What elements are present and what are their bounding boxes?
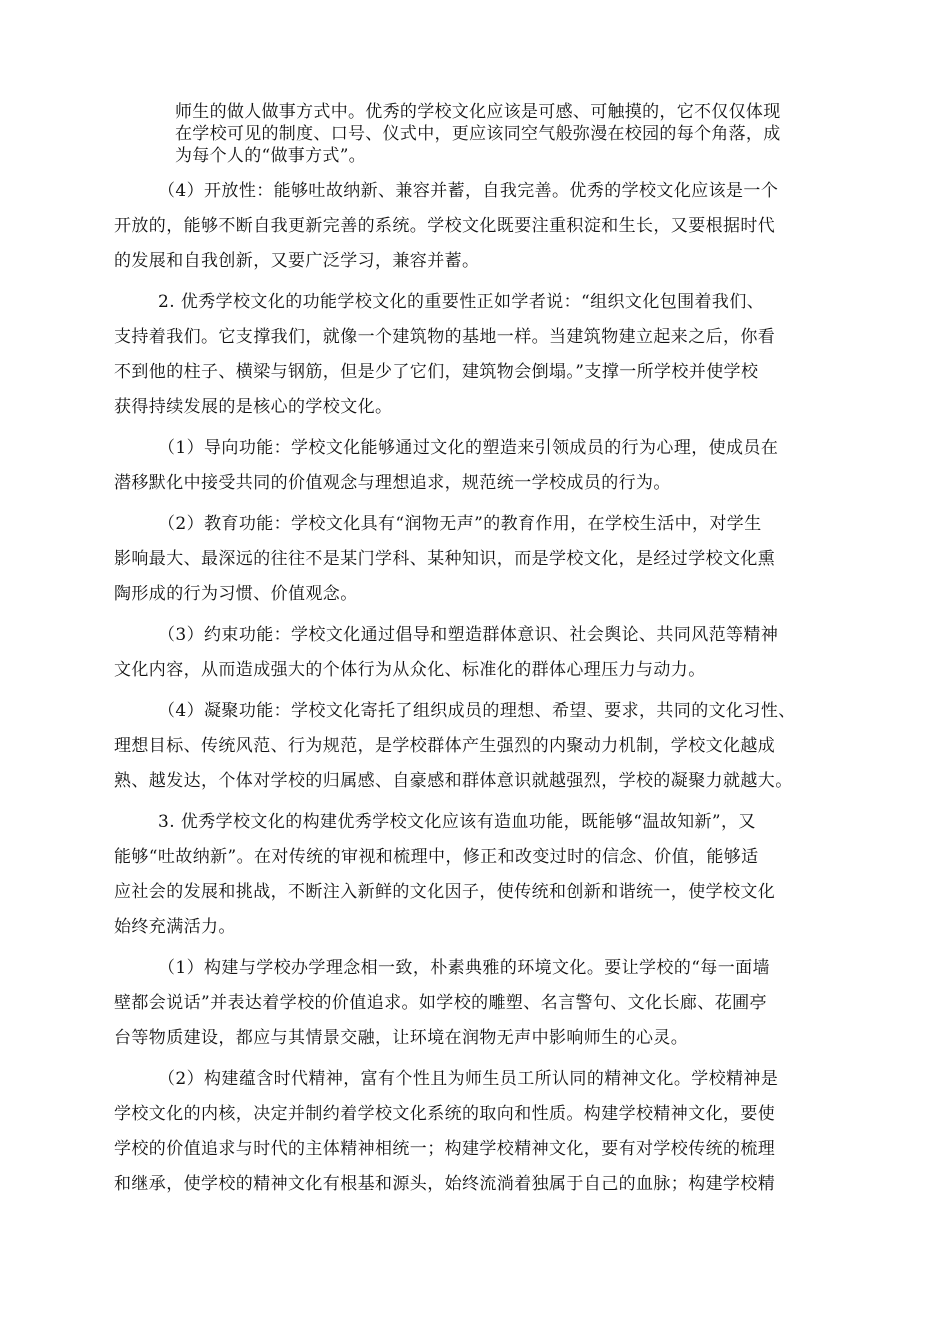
- paragraph-section-3: [114, 805, 844, 945]
- paragraph-section-2: [114, 285, 844, 425]
- text-line: 学校的价值追求与时代的主体精神相统一；构建学校精神文化，要有对学校传统的梳理: [114, 1139, 776, 1159]
- text-line: 应社会的发展和挑战，不断注入新鲜的文化因子，使传统和创新和谐统一，使学校文化: [114, 882, 776, 902]
- text-line: 文化内容，从而造成强大的个体行为从众化、标准化的群体心理压力与动力。: [114, 660, 706, 680]
- paragraph-spirit-culture: [114, 1062, 844, 1202]
- paragraph-education-function: [114, 507, 844, 612]
- text-line: （4）开放性：能够吐故纳新、兼容并蓄，自我完善。优秀的学校文化应该是一个: [158, 181, 779, 201]
- text-line: 和继承，使学校的精神文化有根基和源头，始终流淌着独属于自己的血脉；构建学校精: [114, 1174, 776, 1194]
- text-line: （2）教育功能：学校文化具有“润物无声”的教育作用，在学校生活中，对学生: [158, 514, 762, 534]
- text-line: 开放的，能够不断自我更新完善的系统。学校文化既要注重积淀和生长，又要根据时代: [114, 216, 776, 236]
- text-line: （4）凝聚功能：学校文化寄托了组织成员的理想、希望、要求，共同的文化习性、: [158, 701, 796, 721]
- text-line: 陶形成的行为习惯、价值观念。: [114, 584, 358, 604]
- paragraph-guidance-function: [114, 431, 844, 501]
- text-line: 壁都会说话”并表达着学校的价值追求。如学校的雕塑、名言警句、文化长廊、花圃亭: [114, 993, 767, 1013]
- text-line: （3）约束功能：学校文化通过倡导和塑造群体意识、社会舆论、共同风范等精神: [158, 625, 779, 645]
- text-line: （1）导向功能：学校文化能够通过文化的塑造来引领成员的行为心理，使成员在: [158, 438, 779, 458]
- text-line: 3. 优秀学校文化的构建优秀学校文化应该有造血功能，既能够“温故知新”，又: [158, 812, 756, 832]
- text-line: 在学校可见的制度、口号、仪式中，更应该同空气般弥漫在校园的每个角落，成: [175, 124, 781, 144]
- text-line: 获得持续发展的是核心的学校文化。: [114, 397, 393, 417]
- text-line: 台等物质建设，都应与其情景交融，让环境在润物无声中影响师生的心灵。: [114, 1028, 689, 1048]
- text-line: 师生的做人做事方式中。优秀的学校文化应该是可感、可触摸的，它不仅仅体现: [175, 102, 781, 122]
- text-line: 始终充满活力。: [114, 917, 236, 937]
- text-line: 为每个人的“做事方式”。: [175, 146, 366, 166]
- continued-quote-block: [175, 101, 835, 167]
- paragraph-environment-culture: [114, 951, 844, 1056]
- text-line: 不到他的柱子、横梁与钢筋，但是少了它们，建筑物会倒塌。”支撑一所学校并使学校: [114, 362, 759, 382]
- text-line: 熟、越发达，个体对学校的归属感、自豪感和群体意识就越强烈，学校的凝聚力就越大。: [114, 771, 793, 791]
- text-line: 的发展和自我创新，又要广泛学习，兼容并蓄。: [114, 251, 480, 271]
- paragraph-openness: [114, 174, 844, 279]
- paragraph-cohesion-function: [114, 694, 844, 799]
- text-line: 影响最大、最深远的往往不是某门学科、某种知识，而是学校文化，是经过学校文化熏: [114, 549, 776, 569]
- text-line: 学校文化的内核，决定并制约着学校文化系统的取向和性质。构建学校精神文化，要使: [114, 1104, 776, 1124]
- text-line: （1）构建与学校办学理念相一致，朴素典雅的环境文化。要让学校的“每一面墙: [158, 958, 770, 978]
- text-line: 支持着我们。它支撑我们，就像一个建筑物的基地一样。当建筑物建立起来之后，你看: [114, 327, 776, 347]
- paragraph-constraint-function: [114, 618, 844, 688]
- text-line: 能够“吐故纳新”。在对传统的审视和梳理中，修正和改变过时的信念、价值，能够适: [114, 847, 759, 867]
- text-line: 2. 优秀学校文化的功能学校文化的重要性正如学者说：“组织文化包围着我们、: [158, 292, 765, 312]
- text-line: （2）构建蕴含时代精神，富有个性且为师生员工所认同的精神文化。学校精神是: [158, 1069, 779, 1089]
- body-text: [114, 174, 844, 1208]
- text-line: 理想目标、传统风范、行为规范，是学校群体产生强烈的内聚动力机制，学校文化越成: [114, 736, 776, 756]
- text-line: 潜移默化中接受共同的价值观念与理想追求，规范统一学校成员的行为。: [114, 473, 671, 493]
